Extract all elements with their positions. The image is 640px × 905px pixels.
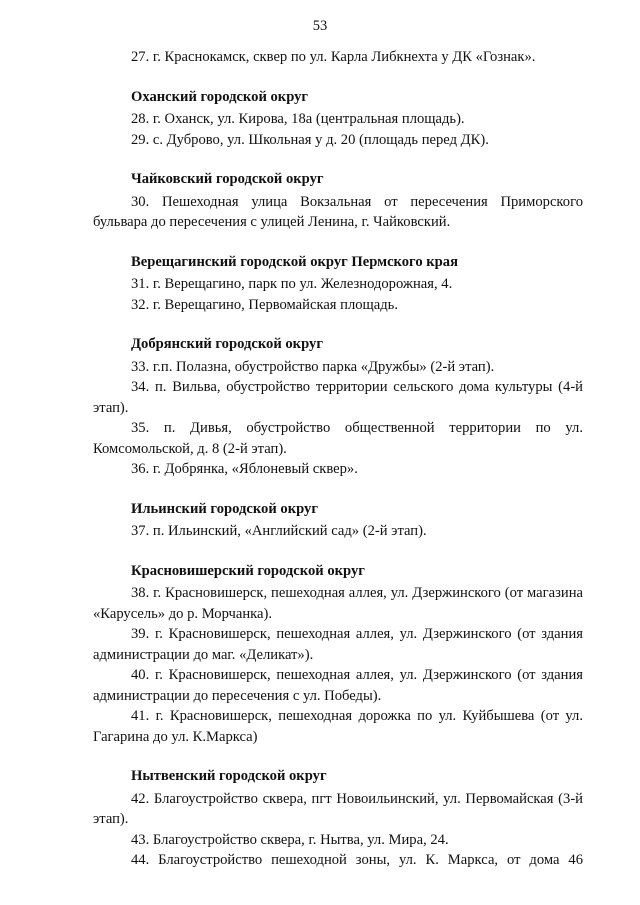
section-okhansky xyxy=(93,87,583,151)
section-heading: Чайковский городской округ xyxy=(131,171,324,187)
section-vereshchaginsky xyxy=(93,252,583,316)
list-item: 40. г. Красновишерск, пешеходная аллея, ул. Дзержинского (от здания администрации до пересечения с ул. Победы). xyxy=(93,667,583,704)
section-heading: Оханский городской округ xyxy=(131,88,309,105)
list-item: 42. Благоустройство сквера, пгт Новоильинский, ул. Первомайская (3-й этап). xyxy=(93,790,583,827)
section-chaikovsky xyxy=(93,169,583,233)
list-item: 44. Благоустройство пешеходной зоны, ул. К. Маркса, от дома 46 xyxy=(131,852,583,868)
section-heading: Верещагинский городской округ Пермского края xyxy=(131,253,458,270)
list-item: 34. п. Вильва, обустройство территории сельского дома культуры (4-й этап). xyxy=(93,379,583,416)
list-item: 37. п. Ильинский, «Английский сад» (2-й этап). xyxy=(131,523,427,539)
list-item: 43. Благоустройство сквера, г. Нытва, ул. Мира, 24. xyxy=(131,831,449,848)
list-item: 38. г. Красновишерск, пешеходная аллея, ул. Дзержинского (от магазина «Карусель» до р. Морчанка). xyxy=(93,585,583,622)
section-nytvensky xyxy=(93,766,583,871)
section-dobryansky xyxy=(93,334,583,480)
section-heading: Ильинский городской округ xyxy=(131,500,318,517)
section-heading: Нытвенский городской округ xyxy=(131,768,327,784)
list-item: 33. г.п. Полазна, обустройство парка «Дружбы» (2-й этап). xyxy=(131,358,495,375)
section-heading: Красновишерский городской округ xyxy=(131,562,365,579)
section-ilyinsky xyxy=(93,499,583,542)
list-item: 35. п. Дивья, обустройство общественной территории по ул. Комсомольской, д. 8 (2-й этап). xyxy=(93,420,583,457)
list-item: 39. г. Красновишерск, пешеходная аллея, ул. Дзержинского (от здания администрации до маг. «Деликат»). xyxy=(93,626,583,663)
list-item: 30. Пешеходная улица Вокзальная от пересечения Приморского бульвара до пересечения с улицей Ленина, г. Чайковский. xyxy=(93,193,583,230)
section-heading: Добрянский городской округ xyxy=(131,336,323,352)
list-item: 41. г. Красновишерск, пешеходная дорожка по ул. Куйбышева (от ул. Гагарина до ул. К.Маркса) xyxy=(93,708,583,745)
page-number: 53 xyxy=(312,18,328,34)
list-item: 32. г. Верещагино, Первомайская площадь. xyxy=(131,296,398,313)
section-krasnovishersky xyxy=(93,561,583,748)
list-item: 28. г. Оханск, ул. Кирова, 18а (центральная площадь). xyxy=(131,111,465,127)
list-item: 31. г. Верещагино, парк по ул. Железнодорожная, 4. xyxy=(131,276,453,292)
list-item: 27. г. Краснокамск, сквер по ул. Карла Либкнехта у ДК «Гознак». xyxy=(131,49,536,65)
list-item: 29. с. Дуброво, ул. Школьная у д. 20 (площадь перед ДК). xyxy=(131,131,489,148)
list-item: 36. г. Добрянка, «Яблоневый сквер». xyxy=(131,461,358,477)
document-content xyxy=(93,47,583,871)
